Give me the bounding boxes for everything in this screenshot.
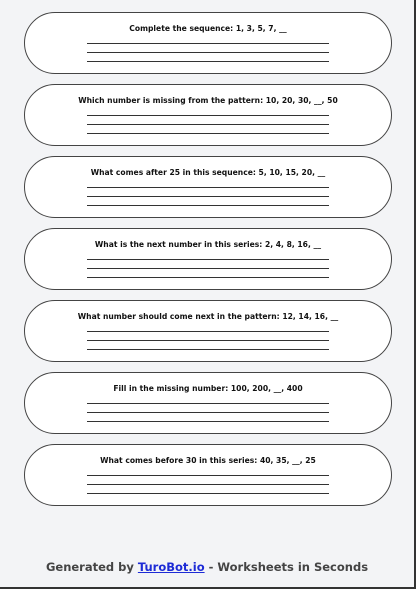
answer-line xyxy=(87,331,329,332)
answer-lines xyxy=(87,403,329,422)
answer-line xyxy=(87,340,329,341)
answer-lines xyxy=(87,187,329,206)
answer-line xyxy=(87,493,329,494)
answer-line xyxy=(87,277,329,278)
answer-line xyxy=(87,133,329,134)
question-card-7 xyxy=(24,444,392,506)
answer-line xyxy=(87,52,329,53)
answer-line xyxy=(87,124,329,125)
answer-line xyxy=(87,403,329,404)
answer-line xyxy=(87,412,329,413)
question-card-4 xyxy=(24,228,392,290)
question-text: What is the next number in this series: 2, 4, 8, 16, __ xyxy=(94,240,322,249)
turobot-link[interactable]: TuroBot.io xyxy=(137,560,205,574)
footer-credit xyxy=(0,560,414,574)
answer-line xyxy=(87,349,329,350)
question-text: What comes before 30 in this series: 40, 35, __, 25 xyxy=(100,456,316,465)
answer-lines xyxy=(87,259,329,278)
question-text: What comes after 25 in this sequence: 5, 10, 15, 20, __ xyxy=(90,168,326,177)
answer-line xyxy=(87,115,329,116)
answer-lines xyxy=(87,331,329,350)
answer-lines xyxy=(87,115,329,134)
answer-line xyxy=(87,484,329,485)
answer-line xyxy=(87,196,329,197)
footer-prefix: Generated by xyxy=(45,560,138,574)
answer-line xyxy=(87,43,329,44)
question-list xyxy=(24,12,392,516)
question-card-5 xyxy=(24,300,392,362)
question-text: What number should come next in the pattern: 12, 14, 16, __ xyxy=(77,312,339,321)
question-text: Complete the sequence: 1, 3, 5, 7, __ xyxy=(129,24,287,33)
question-card-6 xyxy=(24,372,392,434)
footer-suffix: - Worksheets in Seconds xyxy=(204,560,369,574)
question-card-2 xyxy=(24,84,392,146)
answer-lines xyxy=(87,43,329,62)
answer-line xyxy=(87,421,329,422)
answer-line xyxy=(87,187,329,188)
answer-lines xyxy=(87,475,329,494)
answer-line xyxy=(87,259,329,260)
question-text: Which number is missing from the pattern: 10, 20, 30, __, 50 xyxy=(78,96,338,105)
question-card-1 xyxy=(24,12,392,74)
question-text: Fill in the missing number: 100, 200, __, 400 xyxy=(113,384,303,393)
answer-line xyxy=(87,475,329,476)
question-card-3 xyxy=(24,156,392,218)
answer-line xyxy=(87,268,329,269)
answer-line xyxy=(87,205,329,206)
answer-line xyxy=(87,61,329,62)
